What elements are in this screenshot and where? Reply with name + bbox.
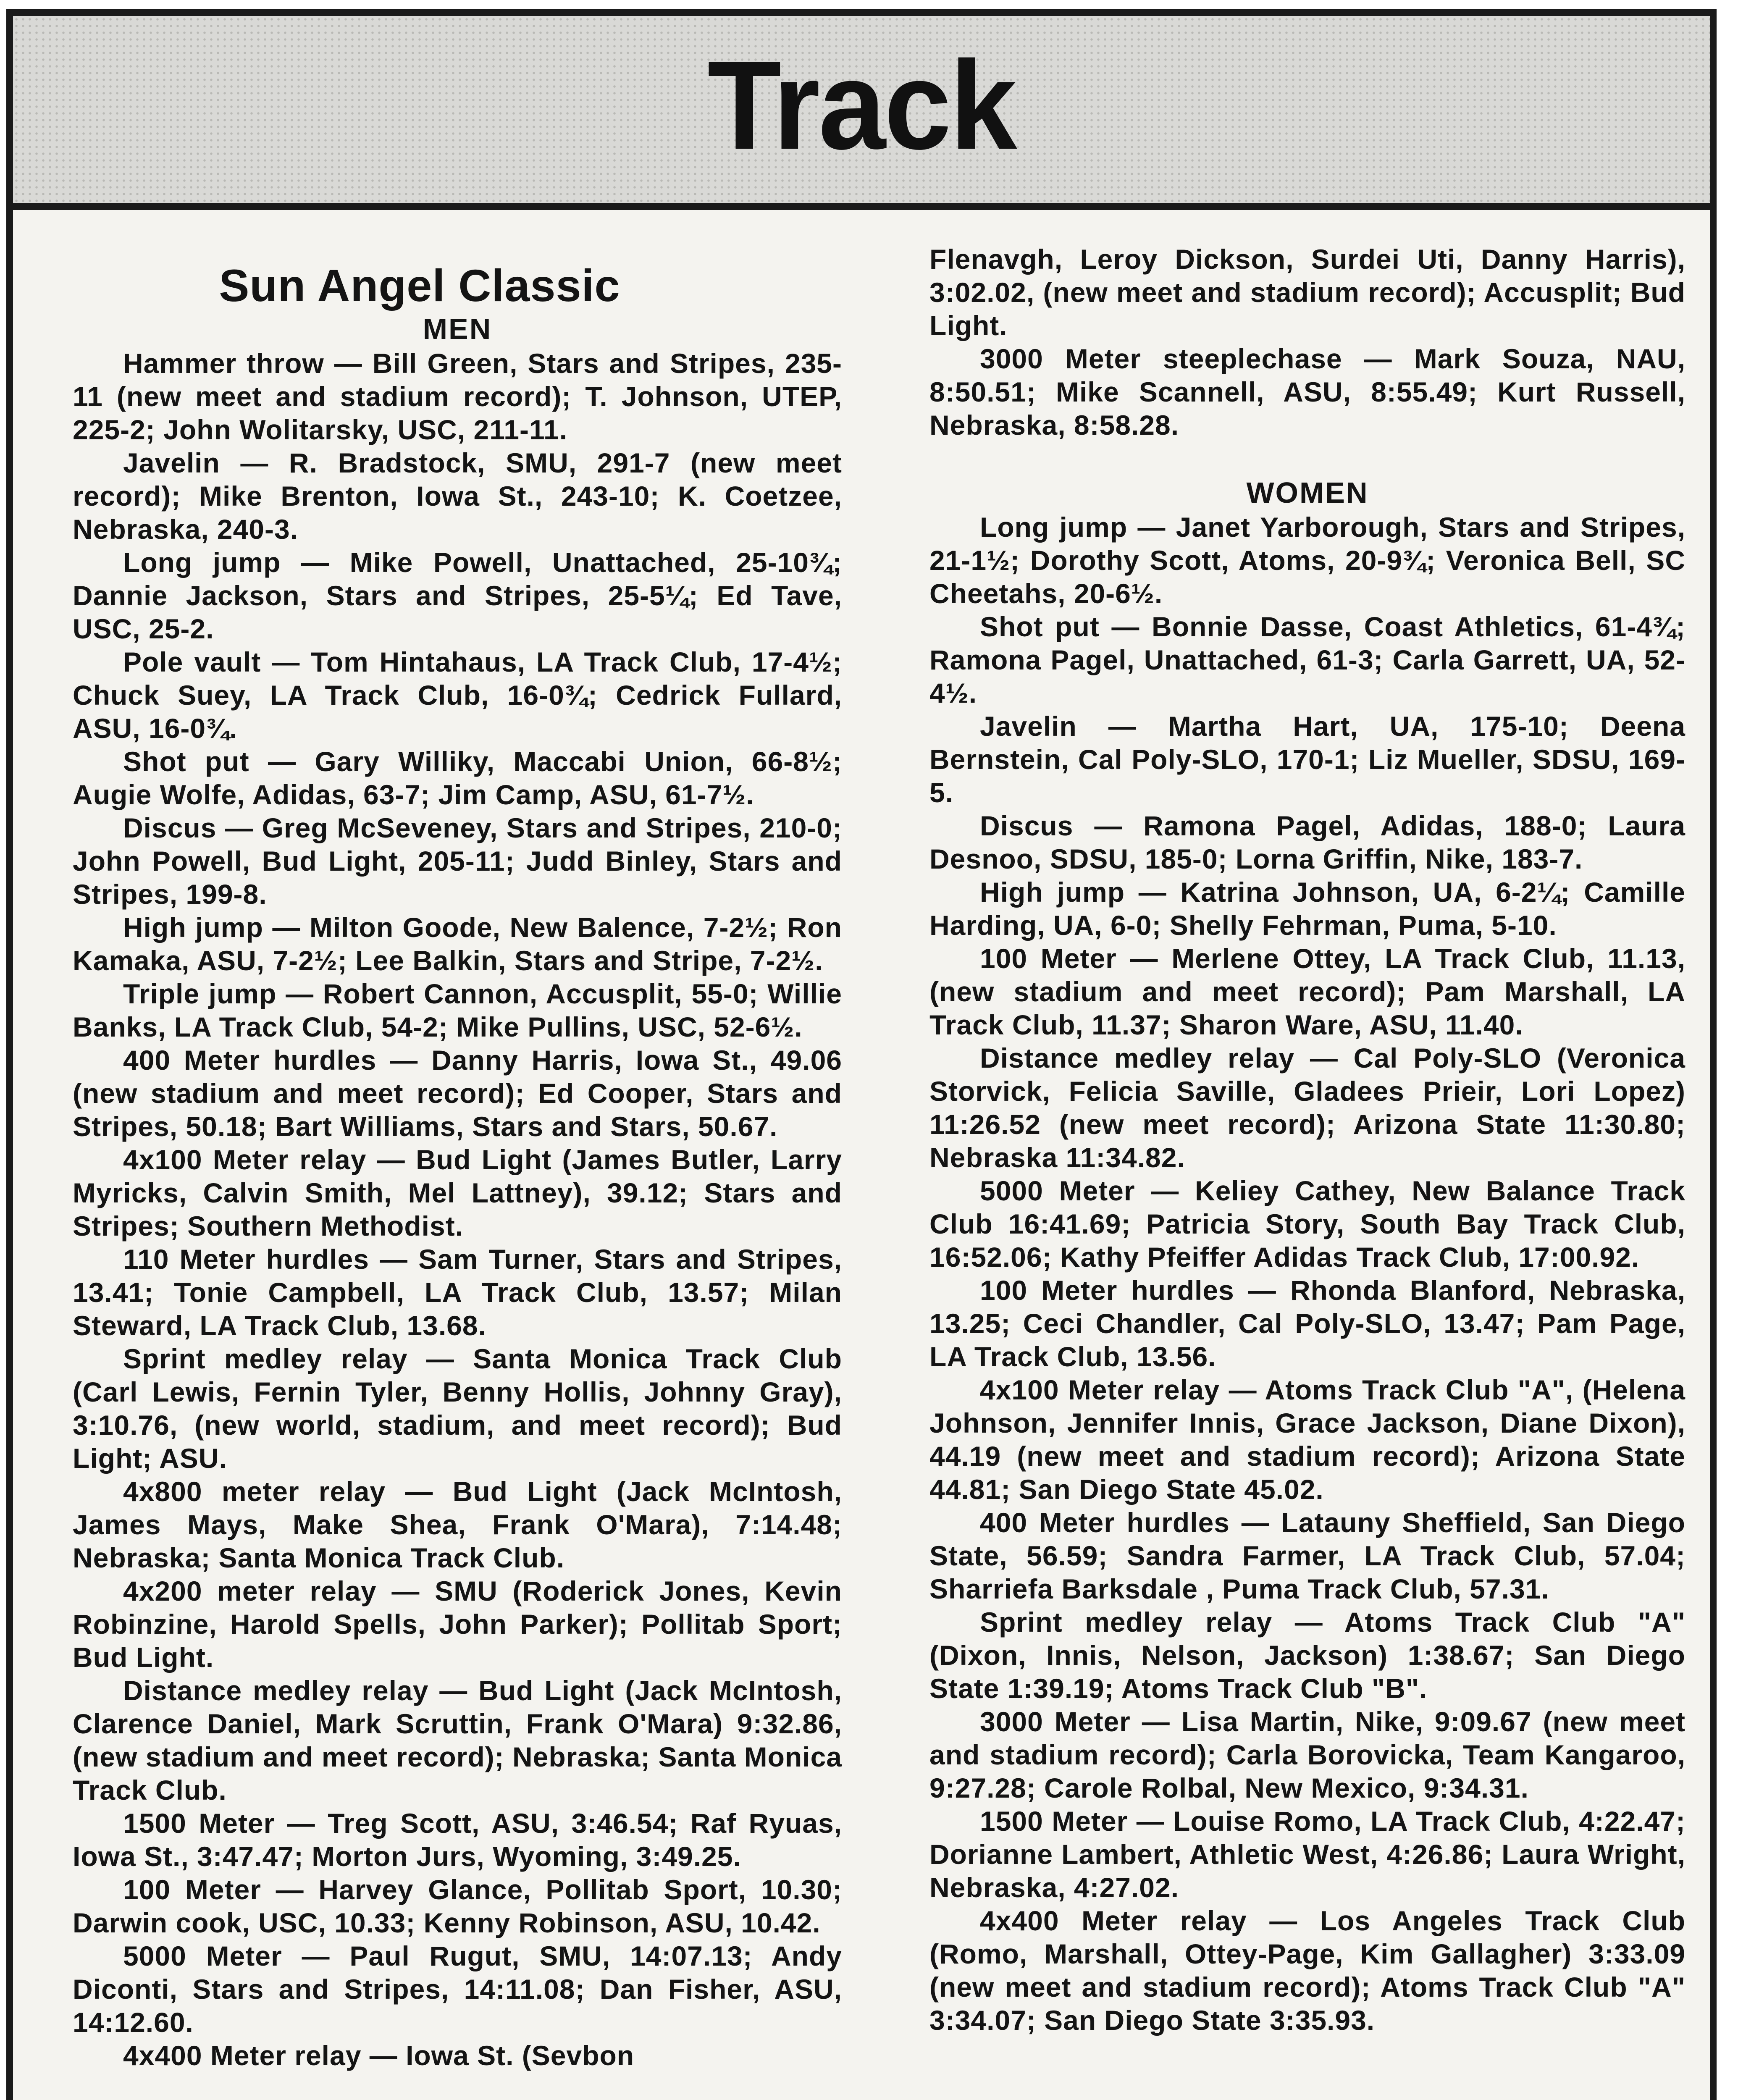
- result-entry: Long jump — Mike Powell, Unattached, 25-10¾; Dannie Jackson, Stars and Stripes, 25-5¼; Ed Tave, USC, 25-2.: [73, 547, 842, 644]
- result-entry: Shot put — Gary Williky, Maccabi Union, 66-8½; Augie Wolfe, Adidas, 63-7; Jim Camp, ASU, 61-7½.: [73, 746, 842, 810]
- result-entry: Javelin — Martha Hart, UA, 175-10; Deena Bernstein, Cal Poly-SLO, 170-1; Liz Mueller, SDSU, 169-5.: [929, 711, 1685, 808]
- result-entry: Javelin — R. Bradstock, SMU, 291-7 (new meet record); Mike Brenton, Iowa St., 243-10; K. Coetzee, Nebraska, 240-3.: [73, 447, 842, 545]
- section-banner: [13, 16, 1710, 210]
- result-entry: Discus — Greg McSeveney, Stars and Stripes, 210-0; John Powell, Bud Light, 205-11; Judd Binley, Stars and Stripes, 199-8.: [73, 812, 842, 910]
- results-column-right: [929, 243, 1685, 2037]
- men-heading: MEN: [423, 312, 492, 345]
- results-column-left: [73, 260, 842, 2072]
- result-entry: Flenavgh, Leroy Dickson, Surdei Uti, Danny Harris), 3:02.02, (new meet and stadium record); Accusplit; Bud Light.: [929, 244, 1685, 341]
- men-results-continued: [929, 243, 1685, 442]
- result-entry: 4x400 Meter relay — Los Angeles Track Club (Romo, Marshall, Ottey-Page, Kim Gallagher) 3:33.09 (new meet and stadium record); Atoms Track Club "A" 3:34.07; San Diego State 3:35.93.: [929, 1905, 1685, 2036]
- result-entry: 1500 Meter — Treg Scott, ASU, 3:46.54; Raf Ryuas, Iowa St., 3:47.47; Morton Jurs, Wyoming, 3:49.25.: [73, 1808, 842, 1872]
- result-entry: 400 Meter hurdles — Danny Harris, Iowa St., 49.06 (new stadium and meet record); Ed Cooper, Stars and Stripes, 50.18; Bart Williams, Stars and Stars, 50.67.: [73, 1045, 842, 1142]
- result-entry: Pole vault — Tom Hintahaus, LA Track Club, 17-4½; Chuck Suey, LA Track Club, 16-0¾; Cedrick Fullard, ASU, 16-0¾.: [73, 646, 842, 744]
- result-entry: 3000 Meter — Lisa Martin, Nike, 9:09.67 (new meet and stadium record); Carla Borovicka, Team Kangaroo, 9:27.28; Carole Rolbal, New Mexico, 9:34.31.: [929, 1706, 1685, 1803]
- result-entry: 100 Meter — Merlene Ottey, LA Track Club, 11.13, (new stadium and meet record); Pam Marshall, LA Track Club, 11.37; Sharon Ware, ASU, 11.40.: [929, 943, 1685, 1040]
- result-entry: Distance medley relay — Cal Poly-SLO (Veronica Storvick, Felicia Saville, Gladees Prieir, Lori Lopez) 11:26.52 (new meet record); Arizona State 11:30.80; Nebraska 11:34.82.: [929, 1042, 1685, 1173]
- result-entry: Shot put — Bonnie Dasse, Coast Athletics, 61-4¾; Ramona Pagel, Unattached, 61-3; Carla Garrett, UA, 52-4½.: [929, 611, 1685, 709]
- result-entry: High jump — Milton Goode, New Balence, 7-2½; Ron Kamaka, ASU, 7-2½; Lee Balkin, Stars and Stripe, 7-2½.: [73, 912, 842, 976]
- result-entry: 5000 Meter — Keliey Cathey, New Balance Track Club 16:41.69; Patricia Story, South Bay Track Club, 16:52.06; Kathy Pfeiffer Adidas Track Club, 17:00.92.: [929, 1175, 1685, 1273]
- newspaper-clipping: [6, 9, 1717, 2100]
- result-entry: 100 Meter hurdles — Rhonda Blanford, Nebraska, 13.25; Ceci Chandler, Cal Poly-SLO, 13.47; Pam Page, LA Track Club, 13.56.: [929, 1275, 1685, 1372]
- women-heading: WOMEN: [1246, 476, 1369, 509]
- result-entry: Long jump — Janet Yarborough, Stars and Stripes, 21-1½; Dorothy Scott, Atoms, 20-9¾; Veronica Bell, SC Cheetahs, 20-6½.: [929, 512, 1685, 609]
- result-entry: 4x200 meter relay — SMU (Roderick Jones, Kevin Robinzine, Harold Spells, John Parker); Pollitab Sport; Bud Light.: [73, 1575, 842, 1673]
- result-entry: Sprint medley relay — Santa Monica Track Club (Carl Lewis, Fernin Tyler, Benny Hollis, Johnny Gray), 3:10.76, (new world, stadium, and meet record); Bud Light; ASU.: [73, 1343, 842, 1474]
- result-entry: Hammer throw — Bill Green, Stars and Stripes, 235-11 (new meet and stadium record); T. Johnson, UTEP, 225-2; John Wolitarsky, USC, 211-11.: [73, 348, 842, 445]
- result-entry: 1500 Meter — Louise Romo, LA Track Club, 4:22.47; Dorianne Lambert, Athletic West, 4:26.86; Laura Wright, Nebraska, 4:27.02.: [929, 1806, 1685, 1903]
- section-title: Track: [707, 34, 1016, 176]
- men-results-list: [73, 347, 842, 2072]
- meet-title: Sun Angel Classic: [219, 260, 620, 311]
- result-entry: Distance medley relay — Bud Light (Jack McIntosh, Clarence Daniel, Mark Scruttin, Frank O'Mara) 9:32.86, (new stadium and meet record); Nebraska; Santa Monica Track Club.: [73, 1675, 842, 1806]
- result-entry: Triple jump — Robert Cannon, Accusplit, 55-0; Willie Banks, LA Track Club, 54-2; Mike Pullins, USC, 52-6½.: [73, 978, 842, 1042]
- result-entry: 4x800 meter relay — Bud Light (Jack McIntosh, James Mays, Make Shea, Frank O'Mara), 7:14.48; Nebraska; Santa Monica Track Club.: [73, 1476, 842, 1573]
- result-entry: 4x400 Meter relay — Iowa St. (Sevbon: [123, 2040, 635, 2071]
- result-entry: 100 Meter — Harvey Glance, Pollitab Sport, 10.30; Darwin cook, USC, 10.33; Kenny Robinson, ASU, 10.42.: [73, 1874, 842, 1938]
- result-entry: Discus — Ramona Pagel, Adidas, 188-0; Laura Desnoo, SDSU, 185-0; Lorna Griffin, Nike, 183-7.: [929, 810, 1685, 874]
- result-entry: 5000 Meter — Paul Rugut, SMU, 14:07.13; Andy Diconti, Stars and Stripes, 14:11.08; Dan Fisher, ASU, 14:12.60.: [73, 1940, 842, 2038]
- result-entry: 4x100 Meter relay — Bud Light (James Butler, Larry Myricks, Calvin Smith, Mel Lattney), 39.12; Stars and Stripes; Southern Methodist.: [73, 1144, 842, 1242]
- result-entry: 4x100 Meter relay — Atoms Track Club "A", (Helena Johnson, Jennifer Innis, Grace Jackson, Diane Dixon), 44.19 (new meet and stadium record); Arizona State 44.81; San Diego State 45.02.: [929, 1374, 1685, 1505]
- result-entry: Sprint medley relay — Atoms Track Club "A" (Dixon, Innis, Nelson, Jackson) 1:38.67; San Diego State 1:39.19; Atoms Track Club "B".: [929, 1606, 1685, 1704]
- result-entry: 400 Meter hurdles — Latauny Sheffield, San Diego State, 56.59; Sandra Farmer, LA Track Club, 57.04; Sharriefa Barksdale , Puma Track Club, 57.31.: [929, 1507, 1685, 1604]
- result-entry: High jump — Katrina Johnson, UA, 6-2¼; Camille Harding, UA, 6-0; Shelly Fehrman, Puma, 5-10.: [929, 877, 1685, 941]
- result-entry: 110 Meter hurdles — Sam Turner, Stars and Stripes, 13.41; Tonie Campbell, LA Track Club, 13.57; Milan Steward, LA Track Club, 13.68.: [73, 1244, 842, 1341]
- women-results-list: [929, 511, 1685, 2037]
- result-entry: 3000 Meter steeplechase — Mark Souza, NAU, 8:50.51; Mike Scannell, ASU, 8:55.49; Kurt Russell, Nebraska, 8:58.28.: [929, 343, 1685, 441]
